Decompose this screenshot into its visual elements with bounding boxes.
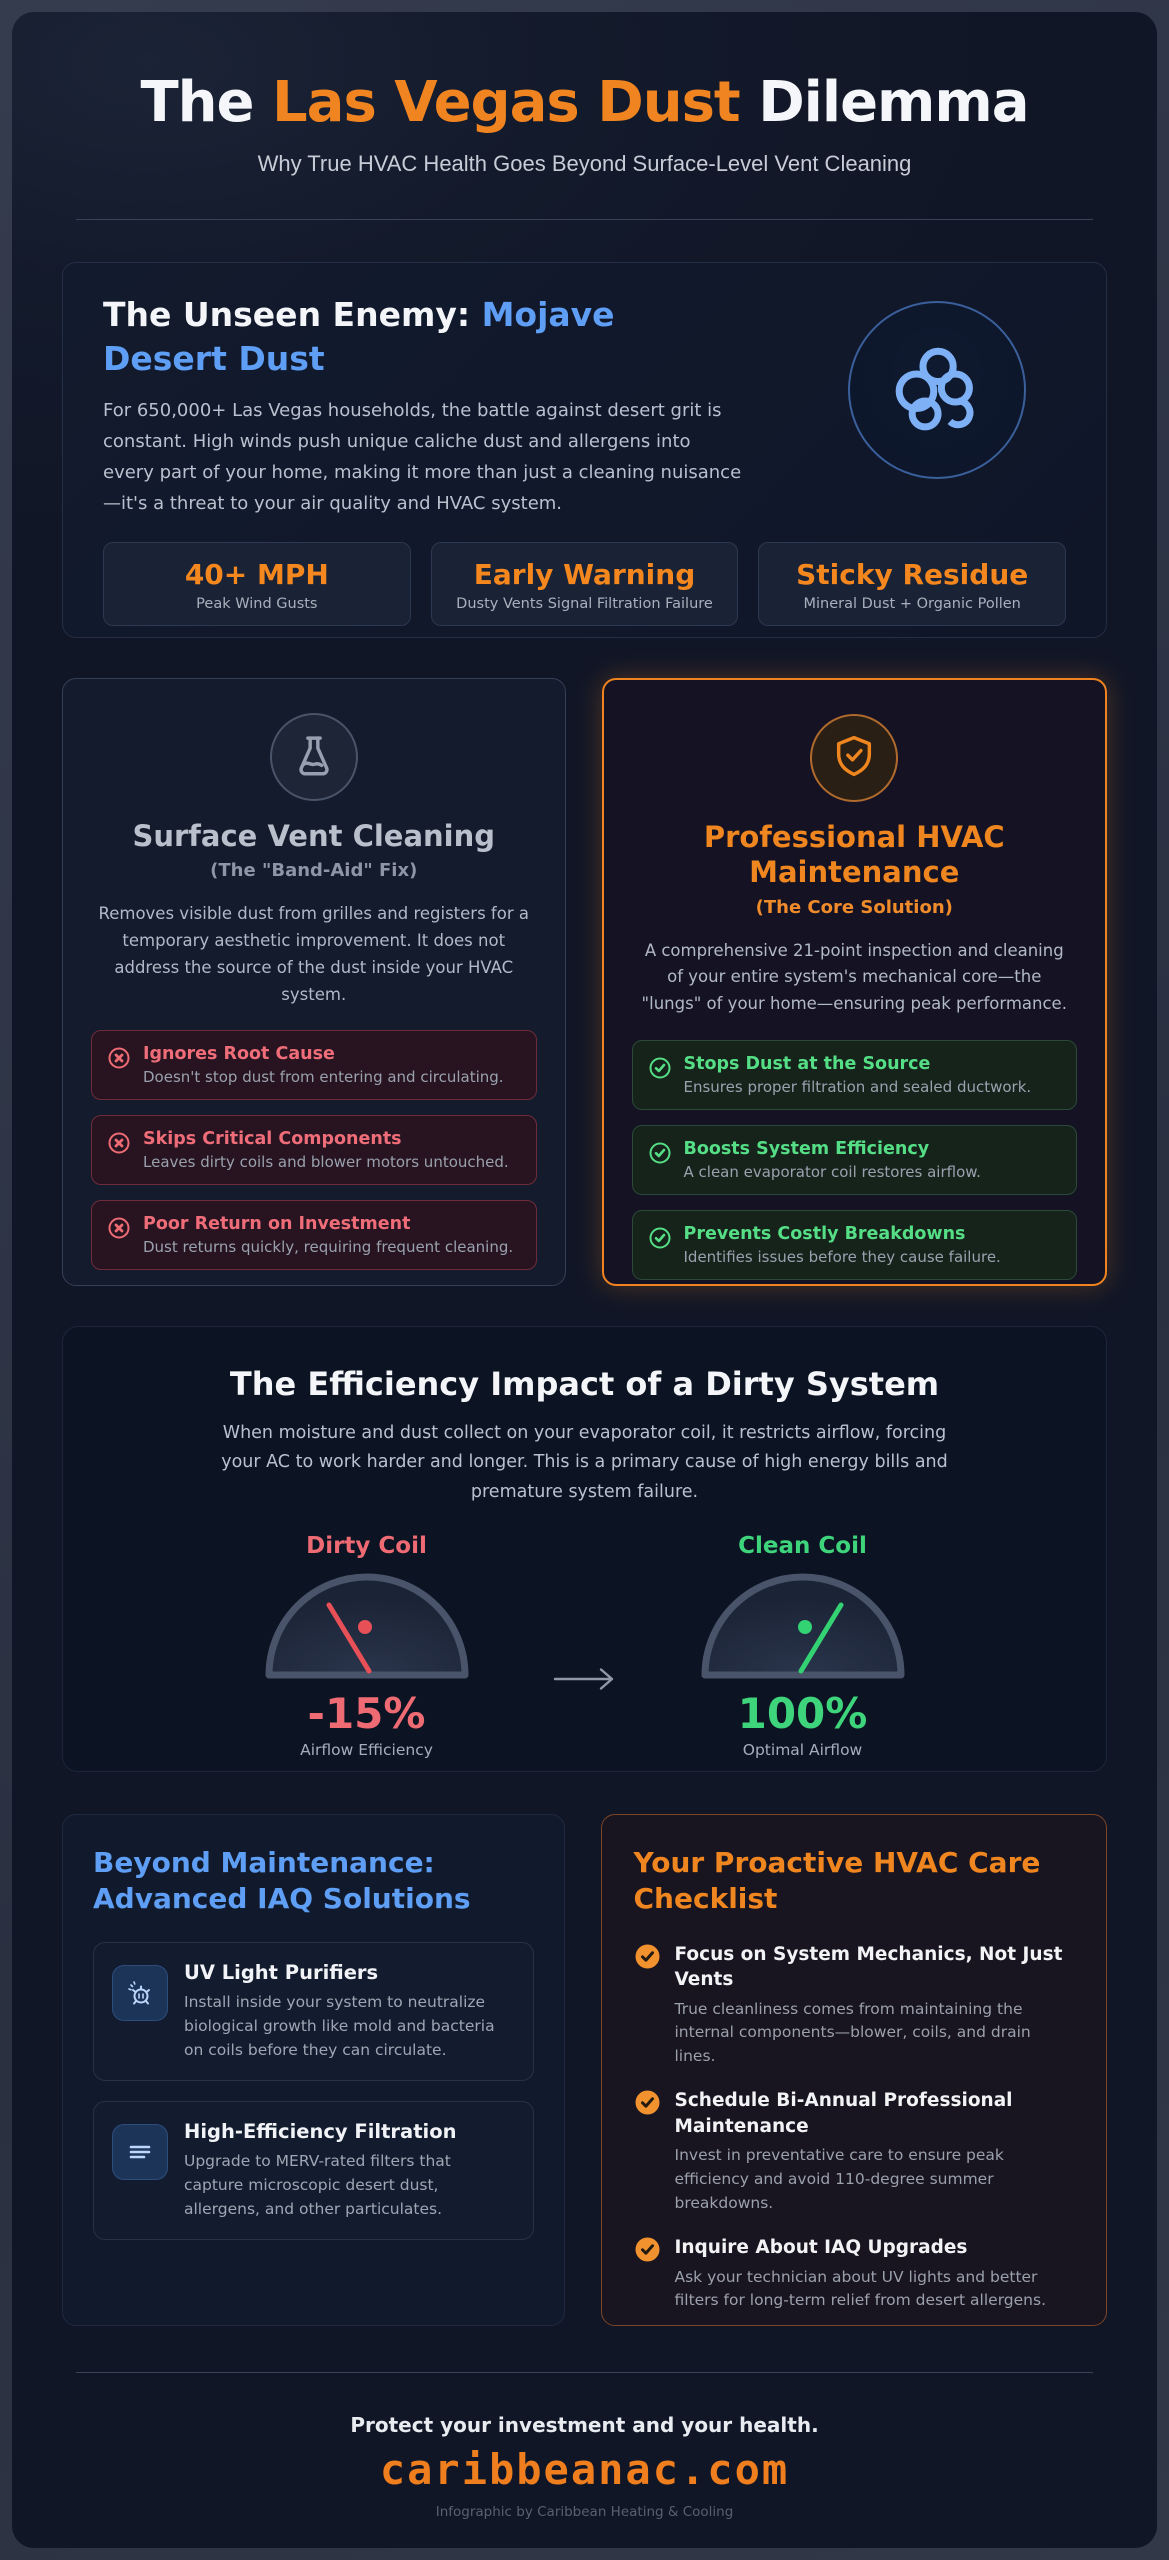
pro-item-title: Prevents Costly Breakdowns (683, 1223, 966, 1244)
pro-item (632, 1040, 1078, 1110)
footer (62, 2372, 1107, 2520)
con-item-desc: Dust returns quickly, requiring frequent cleaning. (143, 1238, 514, 1257)
checklist-item-title: Schedule Bi-Annual Professional Maintenance (674, 2090, 1013, 2137)
checklist-item-desc: True cleanliness comes from maintaining the internal components—blower, coils, and drain lines. (674, 1999, 1031, 2065)
hvac-maintenance-card (602, 678, 1108, 1286)
check-badge-icon (634, 2089, 661, 2116)
stat-row (103, 542, 1066, 626)
efficiency-body: When moisture and dust collect on your evaporator coil, it restricts airflow, forcing your AC to work harder and longer. This is a primary cause of high energy bills and premature system failure. (221, 1423, 948, 1502)
stat-value: 40+ MPH (184, 557, 329, 591)
arrow-right-icon (552, 1666, 618, 1696)
circle-check-icon (648, 1226, 672, 1250)
website-link[interactable]: caribbeanac.com (379, 2445, 790, 2494)
pro-item (632, 1125, 1078, 1195)
gauge-row (103, 1533, 1066, 1759)
circle-check-icon (648, 1056, 672, 1080)
hvac-maintenance-title: Professional HVAC Maintenance (703, 820, 1005, 890)
efficiency-card (62, 1326, 1107, 1772)
flask-badge (270, 713, 358, 801)
care-checklist-card (601, 1814, 1108, 2326)
pro-item-title: Stops Dust at the Source (683, 1053, 931, 1074)
vent-cleaning-tag: (The "Band-Aid" Fix) (210, 860, 418, 882)
con-item-title: Skips Critical Components (143, 1129, 402, 1150)
checklist-item-title: Inquire About IAQ Upgrades (674, 2237, 968, 2259)
clean-gauge-icon (693, 1569, 913, 1681)
filter-layers-icon (112, 2124, 168, 2180)
gauge-sublabel: Optimal Airflow (742, 1741, 863, 1760)
page-subtitle: Why True HVAC Health Goes Beyond Surface-Level Vent Cleaning (257, 151, 912, 176)
dirty-gauge-icon (257, 1569, 477, 1681)
shield-check-icon (831, 733, 877, 783)
pro-item-desc: Ensures proper filtration and sealed ductwork. (683, 1077, 1032, 1096)
gauge-value: -15% (307, 1689, 426, 1739)
stat-label: Mineral Dust + Organic Pollen (803, 595, 1021, 612)
efficiency-heading: The Efficiency Impact of a Dirty System (229, 1365, 940, 1403)
gauge-sublabel: Airflow Efficiency (300, 1741, 433, 1760)
unseen-enemy-heading-highlight: Mojave Desert Dust (103, 295, 615, 378)
stat-card-residue (758, 542, 1066, 626)
footer-divider (76, 2372, 1093, 2373)
con-item-desc: Leaves dirty coils and blower motors untouched. (143, 1153, 509, 1172)
checklist-heading: Your Proactive HVAC Care Checklist (633, 1846, 1041, 1916)
flask-icon (291, 732, 337, 782)
unseen-enemy-card (62, 262, 1107, 638)
iaq-item-title: High-Efficiency Filtration (184, 2119, 457, 2143)
dust-particles-badge (848, 301, 1026, 479)
iaq-heading: Beyond Maintenance: Advanced IAQ Solutions (93, 1846, 471, 1916)
checklist-item (634, 2088, 1075, 2215)
vent-cleaning-card (62, 678, 566, 1286)
con-item (91, 1030, 537, 1100)
hvac-maintenance-body: A comprehensive 21-point inspection and cleaning of your entire system's mechanical core—the "lungs" of your home—ensuring peak performance. (641, 940, 1067, 1014)
con-item (91, 1115, 537, 1185)
gauge-value: 100% (737, 1689, 868, 1739)
circle-x-icon (107, 1216, 131, 1240)
pro-item-desc: Identifies issues before they cause failure. (683, 1247, 1001, 1266)
checklist-item-desc: Invest in preventative care to ensure peak efficiency and avoid 110-degree summer breakdowns. (674, 2146, 1004, 2212)
con-item-title: Ignores Root Cause (143, 1044, 335, 1065)
stat-label: Peak Wind Gusts (196, 595, 318, 612)
iaq-item-uv (93, 1942, 534, 2081)
iaq-item-filtration (93, 2101, 534, 2240)
shield-badge (810, 714, 898, 802)
header-divider (76, 219, 1093, 220)
vent-cleaning-body: Removes visible dust from grilles and registers for a temporary aesthetic improvement. It does not address the source of the dust inside your HVAC system. (98, 904, 529, 1004)
circle-check-icon (648, 1141, 672, 1165)
comparison-section (62, 678, 1107, 1286)
dirty-coil-gauge (252, 1533, 482, 1759)
stat-value: Early Warning (473, 557, 696, 591)
header (62, 70, 1107, 220)
iaq-item-desc: Upgrade to MERV-rated filters that capture microscopic desert dust, allergens, and other particulates. (184, 2151, 451, 2218)
check-badge-icon (634, 1943, 661, 1970)
stat-value: Sticky Residue (796, 557, 1029, 591)
infographic-poster (12, 12, 1157, 2548)
checklist-item-title: Focus on System Mechanics, Not Just Vents (674, 1943, 1063, 1991)
unseen-enemy-body: For 650,000+ Las Vegas households, the battle against desert grit is constant. High winds push unique caliche dust and allergens into every part of your home, making it more than just a cleaning nuisance—it's a threat to your air quality and HVAC system. (103, 400, 742, 514)
unseen-enemy-heading: The Unseen Enemy: Mojave Desert Dust (103, 295, 615, 378)
gauge-label: Clean Coil (738, 1533, 867, 1560)
page-title-highlight: Las Vegas Dust (271, 70, 740, 135)
check-badge-icon (634, 2236, 661, 2263)
pro-item (632, 1210, 1078, 1280)
footer-tagline: Protect your investment and your health. (350, 2413, 819, 2437)
stat-card-warning (431, 542, 739, 626)
iaq-item-desc: Install inside your system to neutralize biological growth like mold and bacteria on coils before they can circulate. (184, 1992, 495, 2059)
circle-x-icon (107, 1046, 131, 1070)
con-item-desc: Doesn't stop dust from entering and circulating. (143, 1068, 504, 1087)
pro-item-desc: A clean evaporator coil restores airflow. (683, 1162, 981, 1181)
circle-x-icon (107, 1131, 131, 1155)
hvac-maintenance-tag: (The Core Solution) (755, 896, 953, 918)
pro-item-title: Boosts System Efficiency (683, 1138, 930, 1159)
page-title: The Las Vegas Dust Dilemma (140, 70, 1029, 135)
iaq-item-title: UV Light Purifiers (184, 1960, 379, 1984)
stat-card-wind (103, 542, 411, 626)
con-item (91, 1200, 537, 1270)
clean-coil-gauge (688, 1533, 918, 1759)
checklist-item-desc: Ask your technician about UV lights and better filters for long-term relief from desert allergens. (674, 2267, 1046, 2310)
checklist-item (634, 1942, 1075, 2069)
vent-cleaning-title: Surface Vent Cleaning (132, 819, 496, 853)
gauge-label: Dirty Coil (306, 1533, 427, 1560)
dust-particles-icon (883, 334, 991, 446)
con-item-title: Poor Return on Investment (143, 1214, 411, 1235)
iaq-solutions-card (62, 1814, 565, 2326)
stat-label: Dusty Vents Signal Filtration Failure (456, 595, 713, 612)
uv-germ-icon (112, 1965, 168, 2021)
checklist-item (634, 2235, 1075, 2313)
footer-credit: Infographic by Caribbean Heating & Cooling (435, 2504, 734, 2520)
